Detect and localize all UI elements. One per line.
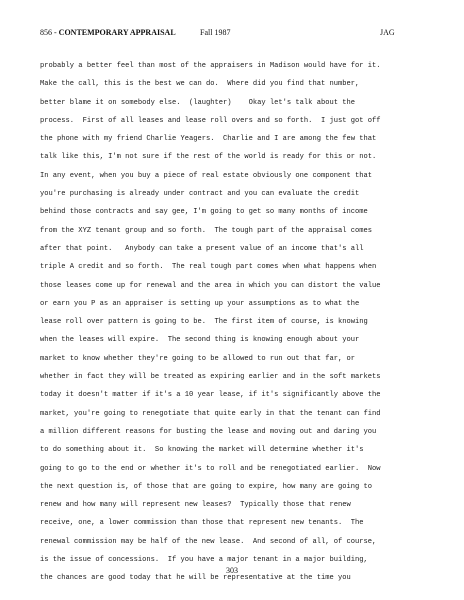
text-line: whether in fact they will be treated as expiring earlier and in the soft markets bbox=[40, 373, 381, 382]
text-line: renew and how many will represent new leases? Typically those that renew bbox=[40, 501, 351, 510]
text-line: Make the call, this is the best we can do. Where did you find that number, bbox=[40, 80, 360, 89]
text-line: market, you're going to renegotiate that quite early in that the tenant can find bbox=[40, 409, 381, 418]
text-line: after that point. Anybody can take a present value of an income that's all bbox=[40, 244, 364, 253]
text-line: the phone with my friend Charlie Yeagers. Charlie and I are among the few that bbox=[40, 135, 377, 144]
text-line: today it doesn't matter if it's a 10 year lease, if it's significantly above the bbox=[40, 391, 381, 400]
text-line: you're purchasing is already under contract and you can evaluate the credit bbox=[40, 190, 360, 199]
text-line: to do something about it. So knowing the market will determine whether it's bbox=[40, 446, 364, 455]
text-line: those leases come up for renewal and the area in which you can distort the value bbox=[40, 281, 381, 290]
text-line: process. First of all leases and lease roll overs and so forth. I just got off bbox=[40, 116, 381, 125]
page-number: 303 bbox=[226, 566, 238, 575]
text-line: lease roll over pattern is going to be. The first item of course, is knowing bbox=[40, 318, 368, 327]
header-title bbox=[40, 27, 176, 39]
text-line: is the issue of concessions. If you have a major tenant in a major building, bbox=[40, 556, 368, 565]
text-line: a million different reasons for busting the lease and moving out and daring you bbox=[40, 427, 377, 436]
text-line: going to go to the end or whether it's to roll and be renegotiated earlier. Now bbox=[40, 464, 381, 473]
text-line: the next question is, of those that are going to expire, how many are going to bbox=[40, 482, 373, 491]
header-issue: Fall 1987 bbox=[200, 28, 231, 37]
header-publication: CONTEMPORARY APPRAISAL bbox=[58, 28, 176, 37]
text-line: probably a better feel than most of the appraisers in Madison would have for it. bbox=[40, 62, 381, 70]
transcript-body bbox=[40, 61, 440, 592]
text-line: better blame it on somebody else. (laughter) Okay let's talk about the bbox=[40, 98, 356, 107]
text-line: the chances are good today that he will be representative at the time you bbox=[40, 574, 351, 583]
text-line: or earn you P as an appraiser is setting up your assumptions as to what the bbox=[40, 299, 360, 308]
text-line: market to know whether they're going to be allowed to run out that far, or bbox=[40, 354, 356, 363]
running-header bbox=[40, 27, 440, 39]
text-line: renewal commission may be half of the new lease. And second of all, of course, bbox=[40, 537, 377, 546]
text-line: triple A credit and so forth. The real tough part comes when what happens when bbox=[40, 263, 377, 272]
text-line: talk like this, I'm not sure if the rest of the world is ready for this or not. bbox=[40, 153, 377, 162]
header-page-ref: 856 bbox=[40, 28, 52, 37]
header-initials: JAG bbox=[380, 28, 395, 37]
text-line: receive, one, a lower commission than those that represent new tenants. The bbox=[40, 519, 364, 528]
text-line: behind those contracts and say gee, I'm going to get so many months of income bbox=[40, 208, 368, 217]
header-separator: - bbox=[52, 28, 59, 37]
text-line: from the XYZ tenant group and so forth. The tough part of the appraisal comes bbox=[40, 226, 373, 235]
text-line: when the leases will expire. The second thing is knowing enough about your bbox=[40, 336, 360, 345]
text-line: In any event, when you buy a piece of real estate obviously one component that bbox=[40, 171, 373, 180]
